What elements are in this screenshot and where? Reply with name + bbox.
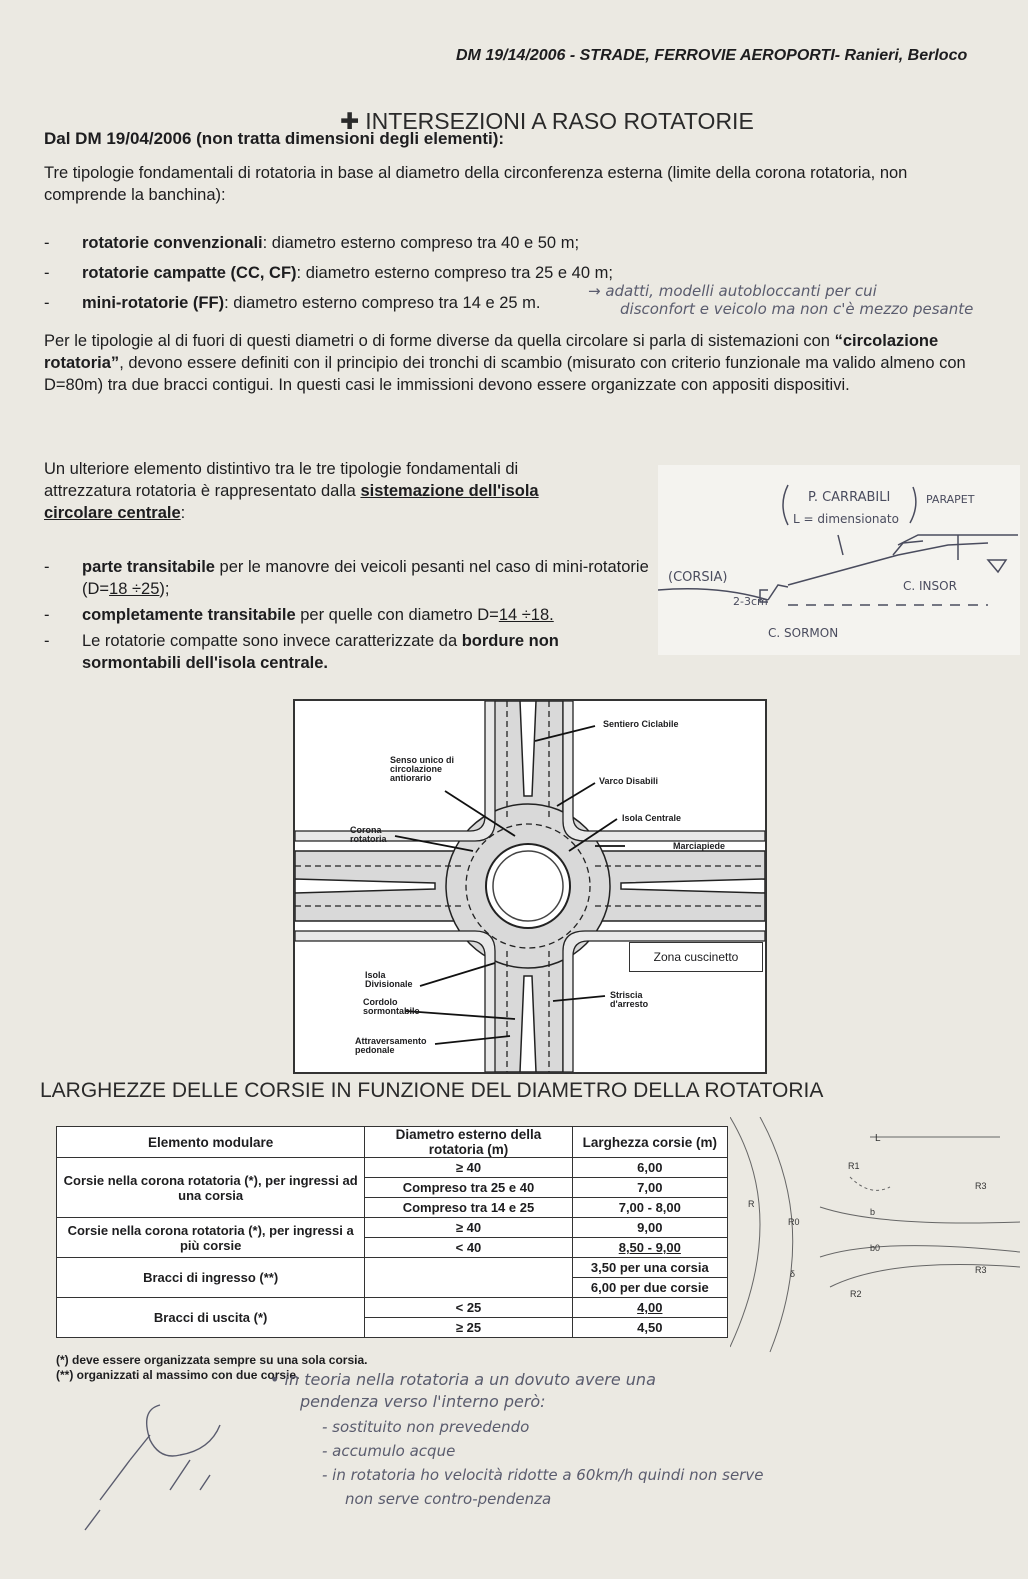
table-cell: 3,50 per una corsia (572, 1258, 727, 1278)
table-cell: 4,50 (572, 1318, 727, 1338)
table-header-row (57, 1127, 728, 1158)
label-corona: Corona rotatoria (350, 825, 387, 844)
label-cordolo: Cordolo sormontabile (363, 997, 420, 1016)
geom-label: δ (790, 1269, 796, 1279)
table-cell: Compreso tra 14 e 25 (365, 1198, 572, 1218)
footnote-2: (**) organizzati al massimo con due corsie. (56, 1368, 300, 1382)
table-cell: 9,00 (572, 1218, 727, 1238)
title-text: INTERSEZIONI A RASO ROTATORIE (365, 108, 754, 134)
geometry-drawing (730, 1117, 1020, 1357)
table-header: Diametro esterno della rotatoria (m) (365, 1127, 572, 1158)
type-item-2: - rotatorie campatte (CC, CF): diametro esterno compreso tra 25 e 40 m; (44, 264, 613, 282)
roundabout-drawing (295, 701, 765, 1072)
table-cell: < 25 (365, 1298, 572, 1318)
note-line: non serve contro-pendenza (345, 1490, 552, 1508)
geom-label: R0 (788, 1217, 800, 1227)
pin-icon: ✚ (340, 108, 360, 134)
geom-label: R3 (975, 1181, 987, 1191)
type-item-1: - rotatorie convenzionali: diametro esterno compreso tra 40 e 50 m; (44, 234, 580, 252)
type-desc: : diametro esterno compreso tra 40 e 50 m; (262, 234, 580, 252)
note-line: • in teoria nella rotatoria a un dovuto avere una (270, 1370, 656, 1389)
label-isola-centrale: Isola Centrale (622, 813, 682, 823)
table-cell: 6,00 per due corsie (572, 1278, 727, 1298)
geom-label: b (870, 1207, 876, 1217)
section-title: LARGHEZZE DELLE CORSIE IN FUNZIONE DEL DIAMETRO DELLA ROTATORIA (40, 1079, 824, 1102)
table-cell: 7,00 - 8,00 (572, 1198, 727, 1218)
label-zona: Zona cuscinetto (629, 942, 763, 972)
geom-label: R1 (848, 1161, 860, 1171)
lane-width-table (56, 1126, 728, 1338)
table-cell: Bracci di uscita (*) (57, 1298, 365, 1338)
table-cell: ≥ 40 (365, 1218, 572, 1238)
isola-paragraph: Un ulteriore elemento distintivo tra le tre tipologie fondamentali di attrezzatura rotatoria è rappresentato dalla sistemazione dell'isola circolare centrale: (44, 460, 539, 522)
type-item-3: - mini-rotatorie (FF): diametro esterno compreso tra 14 e 25 m. (44, 294, 541, 312)
sketch-label: (CORSIA) (668, 570, 728, 585)
sketch-label: C. INSOR (903, 579, 957, 593)
table-cell: 8,50 - 9,00 (572, 1238, 727, 1258)
table-cell: < 40 (365, 1238, 572, 1258)
table-header: Elemento modulare (57, 1127, 365, 1158)
types-paragraph: Tre tipologie fondamentali di rotatoria in base al diametro della circonferenza esterna (limite della corona rotatoria, non comprende la banchina): (44, 164, 908, 204)
sketch-label: C. SORMON (768, 626, 839, 640)
sketch-label: PARAPET (926, 493, 975, 506)
curb-sketch-drawing (658, 465, 1020, 655)
table-row (57, 1298, 728, 1318)
table-cell: Corsie nella corona rotatoria (*), per ingressi ad una corsia (57, 1158, 365, 1218)
handwritten-note-1: → adatti, modelli autobloccanti per cui (588, 282, 877, 300)
label-isola-divisionale: Isola Divisionale (365, 970, 413, 989)
table-cell: ≥ 25 (365, 1318, 572, 1338)
roundabout-diagram (293, 699, 767, 1074)
label-sentiero: Sentiero Ciclabile (603, 719, 679, 729)
label-attraversamento: Attraversamento pedonale (355, 1036, 427, 1055)
table-cell: Bracci di ingresso (**) (57, 1258, 365, 1298)
type-desc: : diametro esterno compreso tra 25 e 40 m; (296, 264, 613, 282)
table-header: Larghezza corsie (m) (572, 1127, 727, 1158)
type-name: mini-rotatorie (FF) (82, 294, 225, 312)
table-row (57, 1158, 728, 1178)
table-row (57, 1258, 728, 1278)
note-line: - sostituito non prevedendo (322, 1418, 530, 1436)
circolazione-paragraph: Per le tipologie al di fuori di questi diametri o di forme diverse da quella circolare si parla di sistemazioni con “circolazione rotatoria”, devono essere definiti con il principio dei tronchi di scambio (misurato con criterio funzionale ma valido almeno con D=80m) tra due bracci contigui. In questi casi le immissioni devono essere organizzate con appositi dispositivi. (44, 332, 966, 394)
sketch-label: P. CARRABILI (808, 490, 891, 505)
entry-geometry-sketch (730, 1117, 1020, 1357)
table-cell: Compreso tra 25 e 40 (365, 1178, 572, 1198)
table-cell: 4,00 (572, 1298, 727, 1318)
table-cell (365, 1258, 572, 1298)
page-header: DM 19/14/2006 - STRADE, FERROVIE AEROPORTI- Ranieri, Berloco (456, 47, 968, 64)
note-line: pendenza verso l'interno però: (300, 1392, 546, 1411)
label-striscia: Striscia d'arresto (610, 990, 649, 1009)
sketch-label: L = dimensionato (793, 512, 899, 526)
label-marciapiede: Marciapiede (673, 841, 726, 851)
table-cell: 6,00 (572, 1158, 727, 1178)
geom-label: R (748, 1199, 755, 1209)
table-cell: 7,00 (572, 1178, 727, 1198)
label-varco: Varco Disabili (599, 776, 659, 786)
geom-label: R3 (975, 1265, 987, 1275)
footnote-1: (*) deve essere organizzata sempre su una sola corsia. (56, 1353, 368, 1367)
intro-paragraph: Dal DM 19/04/2006 (non tratta dimensioni degli elementi): (44, 129, 505, 148)
curb-sketch (658, 465, 1020, 655)
note-line: - accumulo acque (322, 1442, 456, 1460)
type-name: rotatorie campatte (CC, CF) (82, 264, 297, 282)
handwritten-note-2: disconfort e veicolo ma non c'è mezzo pesante (620, 300, 974, 318)
geom-label: L (875, 1133, 881, 1144)
type-name: rotatorie convenzionali (82, 234, 263, 252)
type-desc: : diametro esterno compreso tra 14 e 25 m. (224, 294, 541, 312)
sketch-label: 2-3cm (733, 595, 768, 608)
table-row (57, 1218, 728, 1238)
table-cell: ≥ 40 (365, 1158, 572, 1178)
geom-label: b0 (870, 1243, 881, 1253)
table-cell: Corsie nella corona rotatoria (*), per ingressi a più corsie (57, 1218, 365, 1258)
geom-label: R2 (850, 1289, 862, 1299)
isola-item-3: - Le rotatorie compatte sono invece caratterizzate da bordure non sormontabili dell'isola centrale. (44, 632, 559, 672)
isola-item-2: - completamente transitabile per quelle con diametro D=14 ÷18. (44, 606, 554, 624)
note-line: - in rotatoria ho velocità ridotte a 60km/h quindi non serve (322, 1466, 764, 1484)
label-senso: Senso unico di circolazione antiorario (390, 755, 455, 783)
isola-item-1: - parte transitabile per le manovre dei veicoli pesanti nel caso di mini-rotatorie (D=18 ÷25); (44, 558, 649, 598)
